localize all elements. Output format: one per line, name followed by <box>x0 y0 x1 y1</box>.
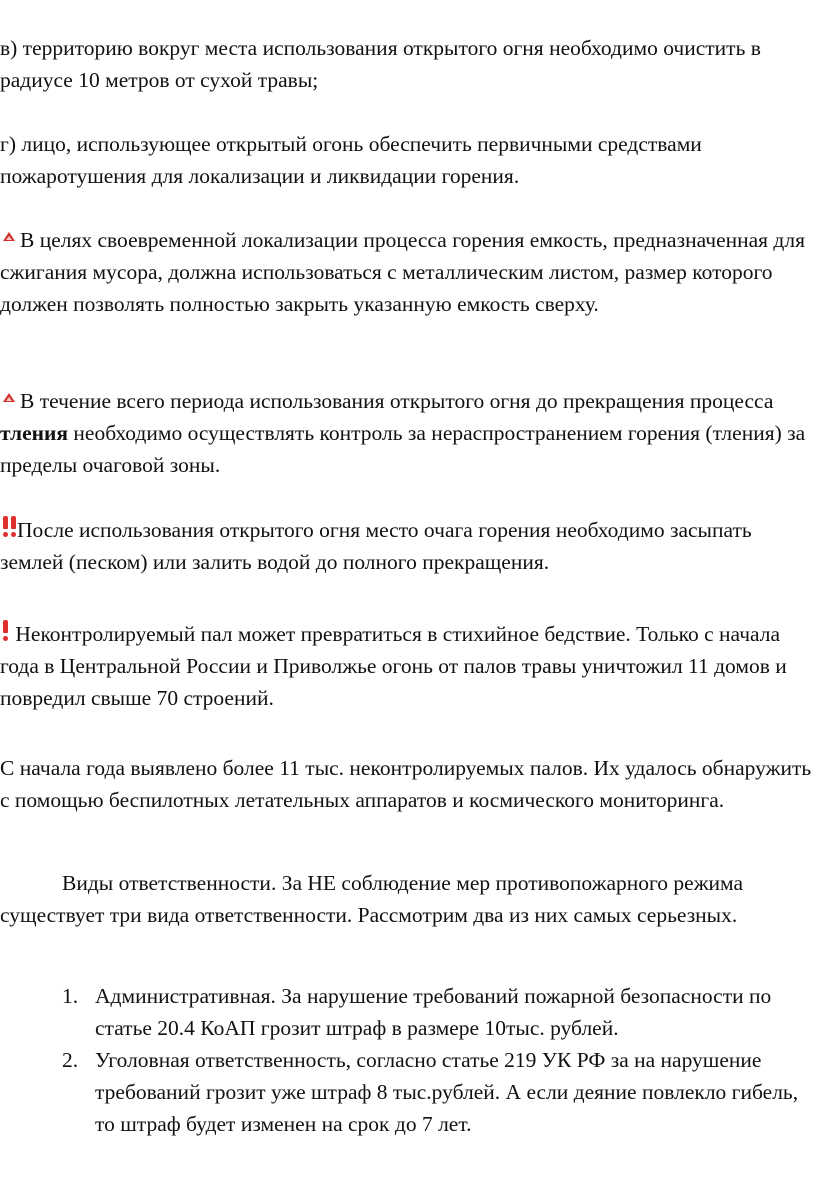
paragraph-text: Неконтролируемый пал может превратиться в стихийное бедствие. Только с начала года в Центральной России и Приволжье огонь от палов травы уничтожил 11 домов и повредил свыше 70 строений. <box>0 622 787 710</box>
paragraph-item-v <box>0 32 812 96</box>
list-item-text: Административная. За нарушение требований пожарной безопасности по статье 20.4 КоАП грозит штраф в размере 10тыс. рублей. <box>95 984 772 1040</box>
paragraph-item-g <box>0 128 812 192</box>
paragraph-responsibility <box>0 867 812 931</box>
paragraph-control-smoldering <box>0 385 812 481</box>
responsibility-list <box>0 980 812 1140</box>
paragraph-text: г) лицо, использующее открытый огонь обеспечить первичными средствами пожаротушения для локализации и ликвидации горения. <box>0 132 702 188</box>
red-triangle-icon <box>3 393 15 402</box>
list-item <box>0 980 812 1044</box>
paragraph-detection <box>0 752 812 816</box>
paragraph-text: После использования открытого огня место очага горения необходимо засыпать землей (песком) или залить водой до полного прекращения. <box>0 518 752 574</box>
list-item <box>0 1044 812 1140</box>
paragraph-text-end: необходимо осуществлять контроль за нераспространением горения (тления) за пределы очаговой зоны. <box>0 421 806 477</box>
paragraph-after-fire <box>0 514 812 578</box>
list-number: 2. <box>62 1048 79 1072</box>
double-exclamation-icon <box>2 516 17 538</box>
paragraph-text-start: В течение всего периода использования открытого огня до прекращения процесса <box>20 389 774 413</box>
paragraph-text: в) территорию вокруг места использования открытого огня необходимо очистить в радиусе 10 метров от сухой травы; <box>0 36 761 92</box>
paragraph-uncontrolled-burn <box>0 618 812 714</box>
exclamation-icon <box>2 620 8 642</box>
paragraph-text: С начала года выявлено более 11 тыс. неконтролируемых палов. Их удалось обнаружить с помощью беспилотных летательных аппаратов и космического мониторинга. <box>0 756 812 812</box>
bold-term: тления <box>0 421 69 445</box>
red-triangle-icon <box>3 232 15 241</box>
paragraph-text: В целях своевременной локализации процесса горения емкость, предназначенная для сжигания мусора, должна использоваться с металлическим листом, размер которого должен позволять полностью закрыть указанную емкость сверху. <box>0 228 805 316</box>
paragraph-container-localization <box>0 224 812 320</box>
paragraph-text: Виды ответственности. За НЕ соблюдение мер противопожарного режима существует три вида ответственности. Рассмотрим два из них самых серьезных. <box>0 871 744 927</box>
list-item-text: Уголовная ответственность, согласно статье 219 УК РФ за на нарушение требований грозит уже штраф 8 тыс.рублей. А если деяние повлекло гибель, то штраф будет изменен на срок до 7 лет. <box>95 1048 799 1136</box>
list-number: 1. <box>62 984 79 1008</box>
